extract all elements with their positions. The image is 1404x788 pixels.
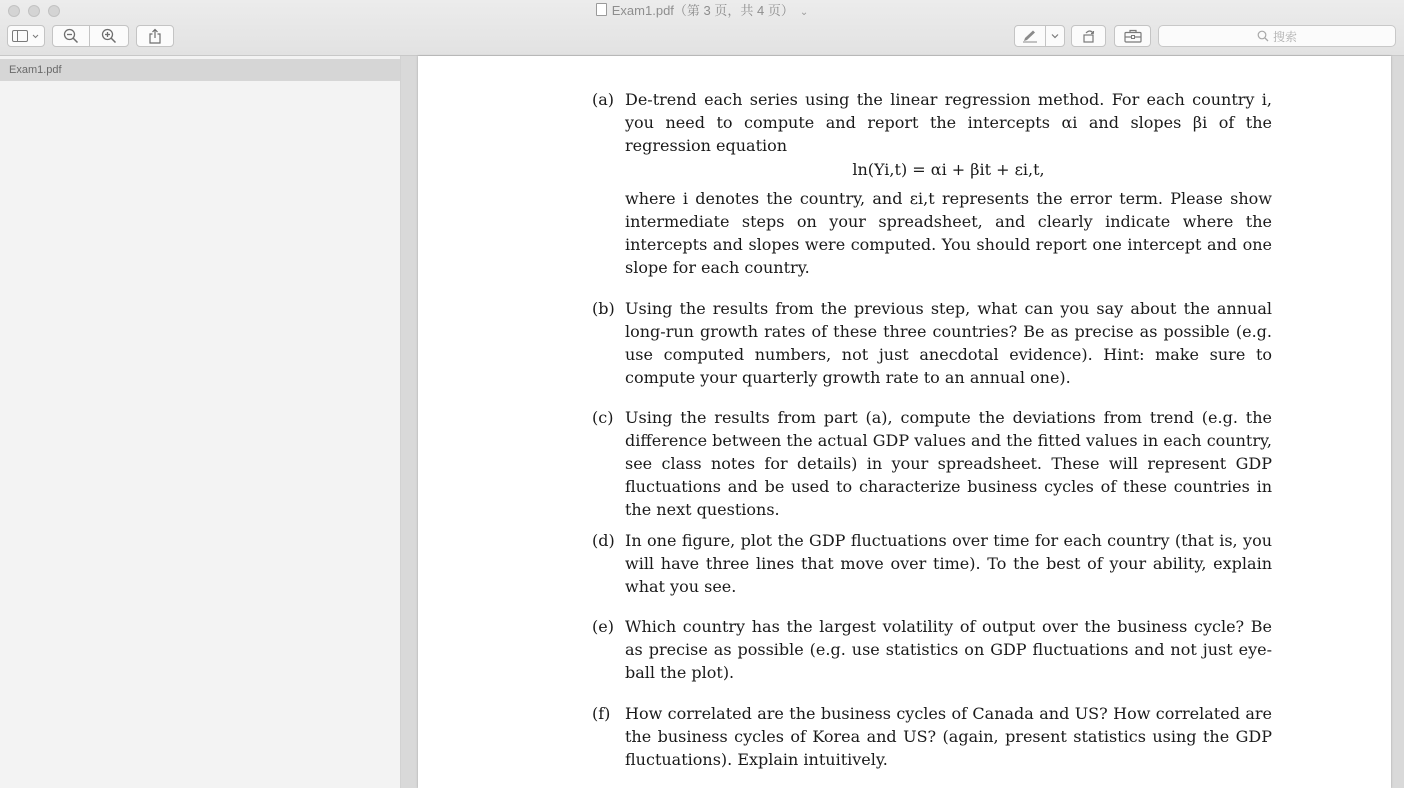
regression-equation: ln(Yi,t) = αi + βit + εi,t, [852, 160, 1045, 179]
sidebar [0, 56, 401, 788]
pdf-document-icon [596, 3, 607, 16]
zoom-out-button[interactable] [52, 25, 90, 47]
rotate-icon [1081, 29, 1097, 43]
sidebar-item-label: Exam1.pdf [9, 64, 62, 76]
question-label: (b) [592, 299, 615, 318]
question-label: (a) [592, 90, 615, 109]
zoom-out-icon [63, 28, 79, 44]
question-label: (d) [592, 531, 615, 550]
sidebar-item-exam1[interactable] [0, 59, 400, 81]
question-e [592, 615, 1272, 684]
window-toolbar [0, 0, 1404, 56]
question-label: (c) [592, 408, 614, 427]
share-button[interactable] [136, 25, 174, 47]
question-a [592, 88, 1272, 279]
search-placeholder: 搜索 [1272, 29, 1297, 44]
pdf-page [418, 56, 1391, 788]
question-text: Which country has the largest volatility of output over the business cycle? Be as precise as possible (e.g. use statistics on GDP fluctuations and not just eye-ball the plot). [625, 617, 1272, 682]
question-text: Using the results from part (a), compute the deviations from trend (e.g. the difference between the actual GDP values and the fitted values in each country, see class notes for details) in your spreadsheet. These will represent GDP fluctuations and be used to characterize business cycles of these countries in the next questions. [625, 408, 1272, 519]
question-d [592, 529, 1272, 598]
rotate-button[interactable] [1071, 25, 1106, 47]
search-field[interactable] [1158, 25, 1396, 47]
markup-dropdown-button[interactable] [1045, 25, 1065, 47]
search-icon [1257, 30, 1269, 42]
sidebar-toggle-button[interactable] [7, 25, 45, 47]
question-label: (f) [592, 704, 611, 723]
chevron-down-icon [1051, 33, 1059, 39]
question-text: Using the results from the previous step, what can you say about the annual long-run growth rates of these three countries? Be as precise as possible (e.g. use computed numbers, not just anecdotal evidence). Hint: make sure to compute your quarterly growth rate to an annual one). [625, 299, 1272, 387]
question-text: How correlated are the business cycles of Canada and US? How correlated are the business cycles of Korea and US? (again, present statistics using the GDP fluctuations). Explain intuitively. [625, 704, 1272, 769]
pen-icon [1022, 29, 1038, 43]
question-list [592, 88, 1272, 771]
question-c [592, 406, 1272, 521]
question-text: In one figure, plot the GDP fluctuations over time for each country (that is, you will have three lines that move over time). To the best of your ability, explain what you see. [625, 531, 1272, 596]
zoom-in-icon [101, 28, 117, 44]
share-icon [148, 28, 162, 44]
sidebar-icon [12, 30, 40, 42]
document-viewer[interactable] [401, 56, 1404, 788]
window-title[interactable]: Exam1.pdf（第 3 页，共 4 页） ⌄ [0, 2, 1404, 22]
question-label: (e) [592, 617, 614, 636]
chevron-down-icon[interactable]: ⌄ [799, 7, 809, 18]
question-b [592, 297, 1272, 389]
toolbox-icon [1124, 29, 1142, 43]
question-text: De-trend each series using the linear regression method. For each country i, you need to compute and report the intercepts αi and slopes βi of the regression equation [625, 90, 1272, 155]
question-text-continued: where i denotes the country, and εi,t represents the error term. Please show intermediate steps on your spreadsheet, and clearly indicate where the intercepts and slopes were computed. You should report one intercept and one slope for each country. [625, 189, 1272, 277]
toolbox-button[interactable] [1114, 25, 1151, 47]
zoom-in-button[interactable] [89, 25, 129, 47]
question-f [592, 702, 1272, 771]
markup-pen-button[interactable] [1014, 25, 1046, 47]
